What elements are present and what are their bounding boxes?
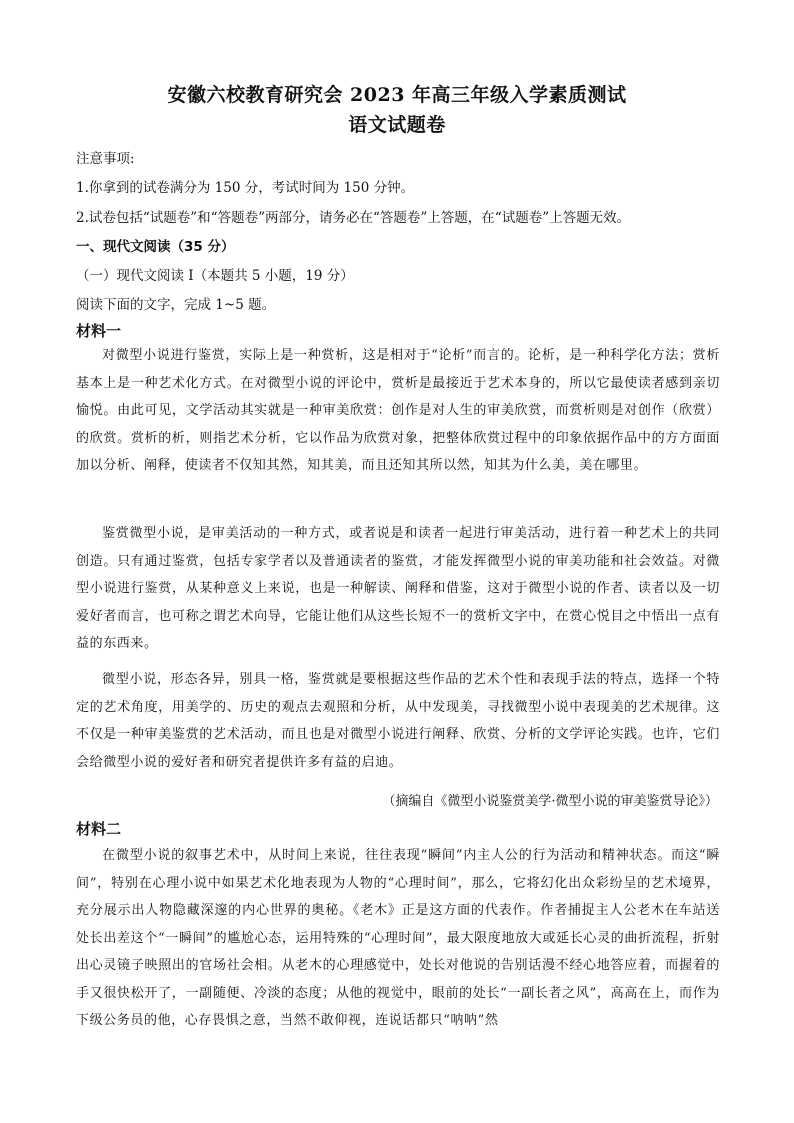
- exam-title: 安徽六校教育研究会 2023 年高三年级入学素质测试: [167, 84, 627, 106]
- material1-source: （摘编自《微型小说鉴赏美学·微型小说的审美鉴赏导论》）: [382, 794, 718, 809]
- material1-paragraph-1: 对微型小说进行鉴赏，实际上是一种赏析，这是相对于“论析”而言的。论析，是一种科学化方法；赏析基本上是一种艺术化方式。在对微型小说的评论中，赏析是最接近于艺术本身的，所以它最使读者感到亲切愉悦。由此可见，文学活动其实就是一种审美欣赏：创作是对人生的审美欣赏，而赏析则是对创作（欣赏）的欣赏。赏析的析，则指艺术分析，它以作品为欣赏对象，把整体欣赏过程中的印象依据作品中的方方面面加以分析、阐释，使读者不仅知其然，知其美，而且还知其所以然，知其为什么美，美在哪里。: [76, 348, 720, 473]
- exam-subtitle: 语文试题卷: [348, 114, 446, 136]
- notes-label: 注意事项:: [76, 151, 135, 167]
- material2-paragraph-1: 在微型小说的叙事艺术中，从时间上来说，往往表现“瞬间”内主人公的行为活动和精神状态。而这“瞬间”，特别在心理小说中如果艺术化地表现为人物的“心理时间”，那么，它将幻化出众彩纷呈的艺术境界，充分展示出人物隐藏深邃的内心世界的奥秘。《老木》正是这方面的代表作。作者捕捉主人公老木在车站送处长出差这个“一瞬间”的尴尬心态，运用特殊的“心理时间”，最大限度地放大或延长心灵的曲折流程，折射出心灵镜子映照出的官场社会相。从老木的心理感觉中，处长对他说的告别话漫不经心地答应着，而握着的手又很快松开了，一副随便、冷淡的态度；从他的视觉中，眼前的处长“一副长者之风”，高高在上，而作为下级公务员的他，心存畏惧之意，当然不敢仰视，连说话都只“呐呐”然: [76, 848, 720, 1028]
- material2-heading: 材料二: [76, 820, 122, 838]
- note-item-2: 2.试卷包括“试题卷”和“答题卷”两部分，请务必在“答题卷”上答题，在“试题卷”上答题无效。: [76, 210, 631, 226]
- material1-heading: 材料一: [76, 322, 122, 340]
- note-item-1: 1.你拿到的试卷满分为 150 分，考试时间为 150 分钟。: [76, 180, 415, 196]
- section-heading: 一、现代文阅读（35 分）: [76, 239, 235, 255]
- material1-paragraph-3: 微型小说，形态各异，别具一格，鉴赏就是要根据这些作品的艺术个性和表现手法的特点，选择一个特定的艺术角度，用美学的、历史的观点去观照和分析，从中发现美，寻找微型小说中表现美的艺术规律。这不仅是一种审美鉴赏的艺术活动，而且也是对微型小说进行阐释、欣赏、分析的文学评论实践。也许，它们会给微型小说的爱好者和研究者提供许多有益的启迪。: [76, 672, 720, 770]
- section-sub-heading: （一）现代文阅读 I（本题共 5 小题，19 分）: [76, 268, 354, 284]
- material1-paragraph-2: 鉴赏微型小说，是审美活动的一种方式，或者说是和读者一起进行审美活动，进行着一种艺术上的共同创造。只有通过鉴赏，包括专家学者以及普通读者的鉴赏，才能发挥微型小说的审美功能和社会效益。对微型小说进行鉴赏，从某种意义上来说，也是一种解读、阐释和借鉴，这对于微型小说的作者、读者以及一切爱好者而言，也可称之谓艺术向导，它能让他们从这些长短不一的赏析文字中，在赏心悦目之中悟出一点有益的东西来。: [76, 526, 720, 651]
- section-instruction: 阅读下面的文字，完成 1~5 题。: [76, 297, 276, 313]
